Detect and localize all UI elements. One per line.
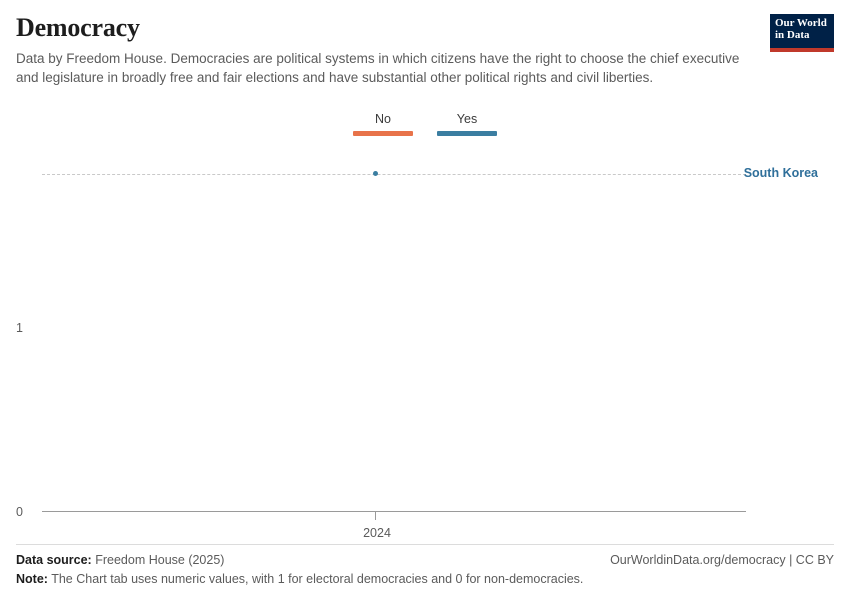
footer-source-row xyxy=(16,553,834,567)
x-axis-tick-label: 2024 xyxy=(363,526,391,540)
data-point-south-korea[interactable] xyxy=(373,171,378,176)
footer-attribution[interactable]: OurWorldinData.org/democracy | CC BY xyxy=(610,553,834,567)
footer-note-value: The Chart tab uses numeric values, with 1 for electoral democracies and 0 for non-democracies. xyxy=(51,572,584,586)
footer-note-label: Note: xyxy=(16,572,48,586)
x-axis-tick-mark xyxy=(375,511,376,520)
x-axis-line xyxy=(42,511,746,512)
legend-item-yes[interactable] xyxy=(437,112,497,136)
owid-logo-line2: in Data xyxy=(775,28,810,41)
chart-legend xyxy=(0,112,850,136)
legend-item-no[interactable] xyxy=(353,112,413,136)
legend-label: No xyxy=(375,112,391,126)
legend-swatch-yes xyxy=(437,131,497,136)
owid-logo[interactable] xyxy=(770,14,834,52)
footer-source-label: Data source: xyxy=(16,553,92,567)
footer-source xyxy=(16,553,224,567)
chart-header xyxy=(16,14,834,88)
chart-footer xyxy=(16,544,834,586)
gridline-y-1 xyxy=(42,174,746,175)
owid-logo-line1: Our World xyxy=(775,17,827,29)
owid-logo-bar xyxy=(770,48,834,52)
footer-note xyxy=(16,572,834,586)
y-axis-tick-1: 1 xyxy=(16,321,23,335)
chart-subtitle: Data by Freedom House. Democracies are political systems in which citizens have the right to choose the chief executive and legislature in broadly free and fair elections and have substantial other political rights and civil liberties. xyxy=(16,50,740,86)
footer-divider xyxy=(16,544,834,545)
plot-area xyxy=(16,160,834,540)
legend-label: Yes xyxy=(456,112,478,126)
page-title: Democracy xyxy=(16,13,140,42)
series-label-south-korea[interactable]: South Korea xyxy=(743,166,818,180)
y-axis-tick-0: 0 xyxy=(16,505,23,519)
legend-swatch-no xyxy=(353,131,413,136)
footer-source-value: Freedom House (2025) xyxy=(95,553,225,567)
